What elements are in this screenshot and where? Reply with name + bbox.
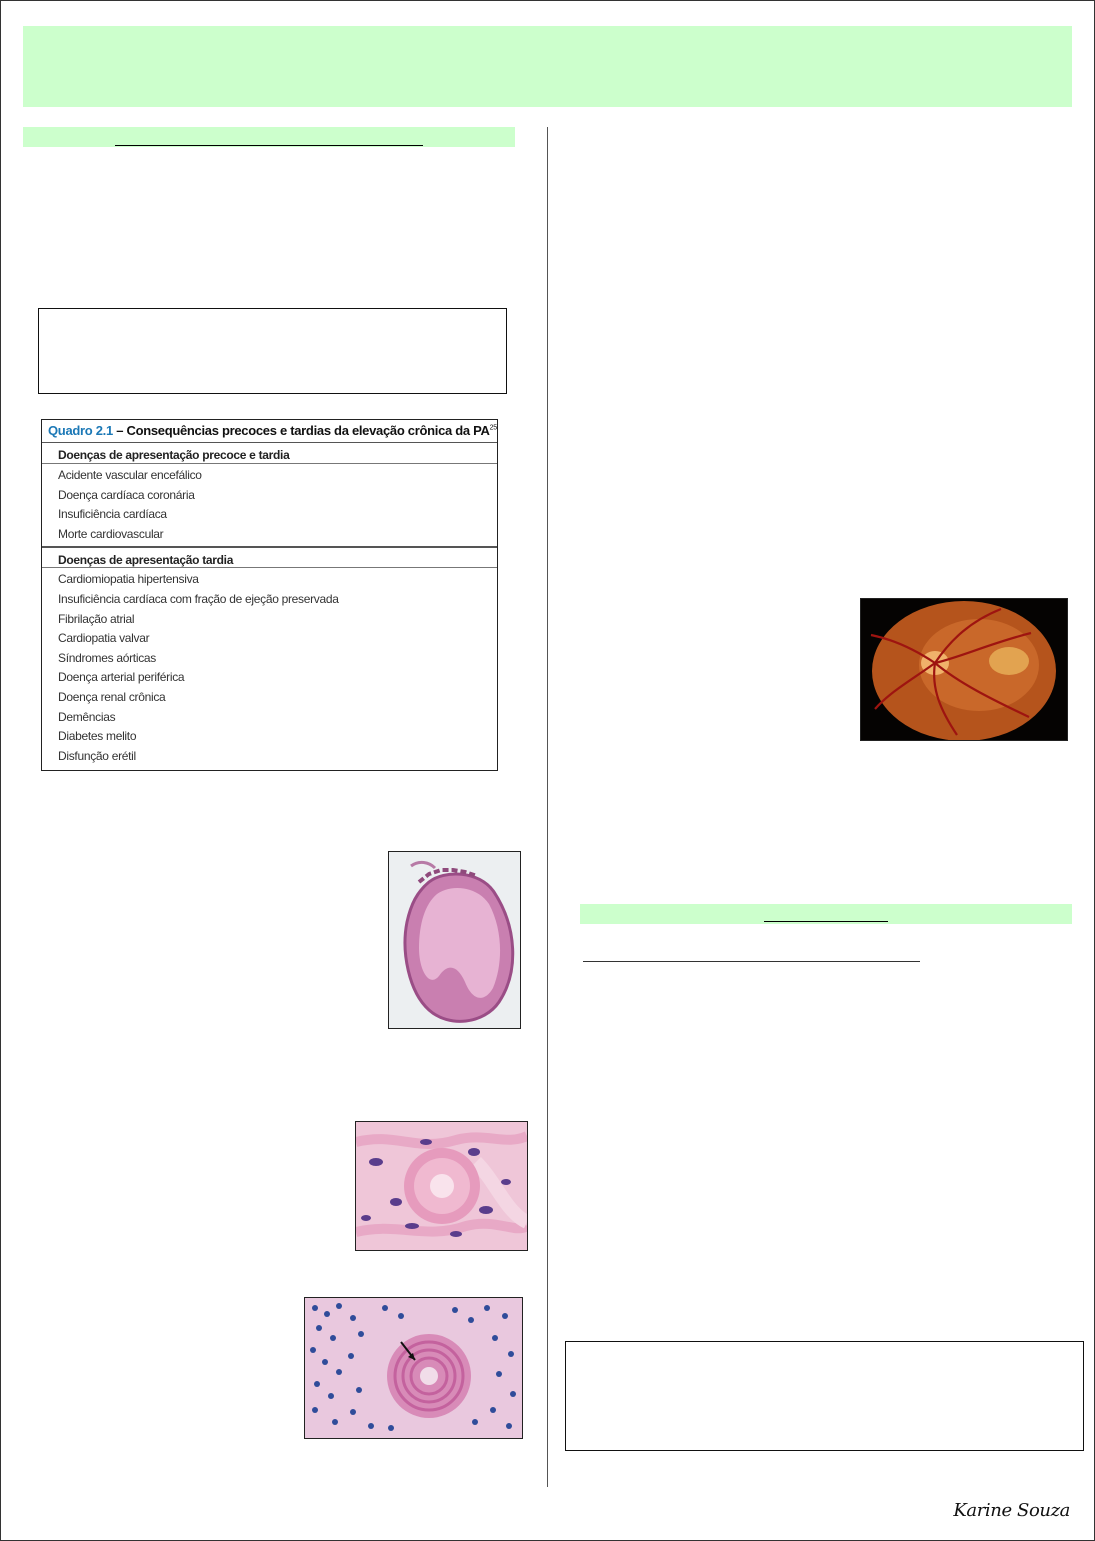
consequences-table	[41, 419, 498, 771]
fundus-image	[860, 598, 1068, 741]
right-section-heading-underline	[764, 921, 888, 922]
table-item: Demências	[58, 709, 116, 724]
table-item: Insuficiência cardíaca com fração de ejeção preservada	[58, 591, 339, 606]
onion-skin-arteriole-image	[304, 1297, 523, 1439]
heart-cross-section-image	[388, 851, 521, 1029]
heart-section-drawing	[389, 852, 520, 1028]
table-reference: 25	[489, 424, 497, 432]
table-item: Acidente vascular encefálico	[58, 468, 202, 482]
hyaline-arteriole-drawing	[356, 1122, 527, 1250]
table-group-late-list	[42, 568, 497, 766]
table-item: Doença cardíaca coronária	[58, 487, 195, 502]
table-item: Doença renal crônica	[58, 689, 166, 704]
table-group-heading-early-late: Doenças de apresentação precoce e tardia	[42, 442, 497, 464]
note-box-right	[565, 1341, 1084, 1451]
onion-skin-arteriole-drawing	[305, 1298, 522, 1438]
table-item: Disfunção erétil	[58, 748, 136, 763]
table-item: Cardiopatia valvar	[58, 631, 150, 646]
table-item: Morte cardiovascular	[58, 526, 164, 541]
right-subheading-underline	[583, 961, 920, 962]
table-item: Fibrilação atrial	[58, 611, 135, 626]
title-banner	[23, 26, 1072, 107]
table-group-heading-late: Doenças de apresentação tardia	[42, 546, 497, 568]
table-item: Doença arterial periférica	[58, 670, 185, 685]
table-caption: – Consequências precoces e tardias da elevação crônica da PA	[112, 423, 490, 438]
table-group-early-late-list	[42, 464, 497, 544]
table-title	[42, 420, 497, 442]
left-section-heading-underline	[115, 145, 423, 146]
author-signature: Karine Souza	[953, 1500, 1070, 1521]
column-divider	[547, 127, 548, 1487]
left-section-header-bar	[23, 127, 515, 147]
table-item: Diabetes melito	[58, 729, 137, 744]
hyaline-arteriole-image	[355, 1121, 528, 1251]
note-box-left	[38, 308, 507, 394]
table-item: Síndromes aórticas	[58, 650, 156, 665]
table-item: Cardiomiopatia hipertensiva	[58, 572, 199, 587]
table-item: Insuficiência cardíaca	[58, 507, 167, 522]
table-label: Quadro 2.1	[48, 423, 113, 438]
fundus-drawing	[861, 599, 1067, 740]
